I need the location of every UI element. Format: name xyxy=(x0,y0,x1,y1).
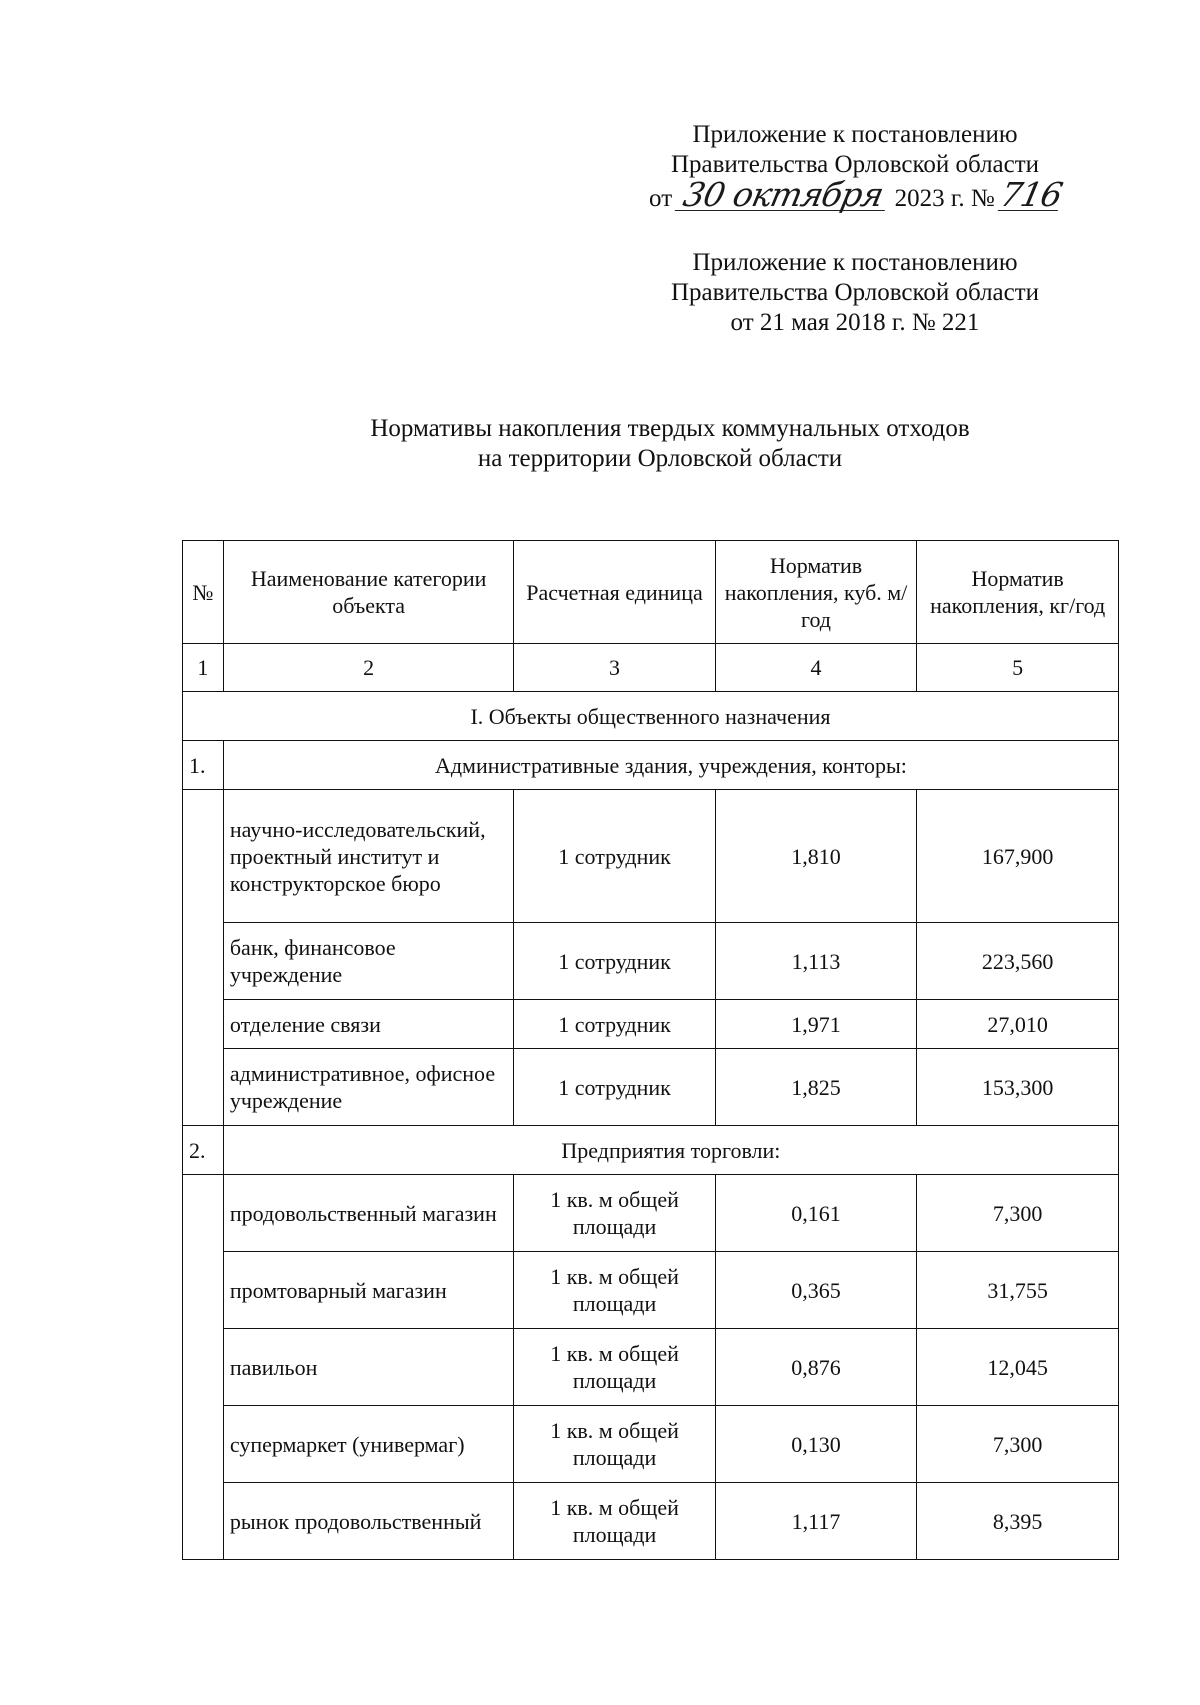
row-unit: 1 кв. м общей площади xyxy=(514,1483,715,1560)
group-row-1 xyxy=(183,741,1119,790)
document-title xyxy=(300,414,1040,474)
row-name: банк, финансовое учреждение xyxy=(223,923,514,1000)
group-title: Административные здания, учреждения, конторы: xyxy=(223,741,1118,790)
row-unit: 1 сотрудник xyxy=(514,790,715,923)
row-unit: 1 сотрудник xyxy=(514,923,715,1000)
appendix-current xyxy=(600,120,1110,214)
handwritten-date: 30 октября xyxy=(675,180,892,211)
row-volume: 1,117 xyxy=(715,1483,917,1560)
section-title: I. Объекты общественного назначения xyxy=(183,692,1119,741)
row-name: павильон xyxy=(223,1329,514,1406)
header-no: № xyxy=(183,541,224,644)
column-number: 5 xyxy=(917,644,1119,692)
header-unit: Расчетная единица xyxy=(514,541,715,644)
row-volume: 1,113 xyxy=(715,923,917,1000)
table-row xyxy=(183,1049,1119,1126)
row-name: супермаркет (универмаг) xyxy=(223,1406,514,1483)
row-mass: 12,045 xyxy=(917,1329,1119,1406)
column-number: 4 xyxy=(715,644,917,692)
row-name: научно-исследовательский, проектный институт и конструкторское бюро xyxy=(223,790,514,923)
appendix-previous xyxy=(600,248,1110,338)
norms-table xyxy=(182,540,1119,1560)
row-volume: 1,810 xyxy=(715,790,917,923)
column-number: 2 xyxy=(223,644,514,692)
table-row xyxy=(183,1252,1119,1329)
row-volume: 0,876 xyxy=(715,1329,917,1406)
row-unit: 1 сотрудник xyxy=(514,1049,715,1126)
row-mass: 8,395 xyxy=(917,1483,1119,1560)
appendix-current-year: 2023 г. xyxy=(894,185,965,212)
row-mass: 27,010 xyxy=(917,1000,1119,1049)
empty-number-cell xyxy=(183,790,224,1126)
group-number: 2. xyxy=(183,1126,224,1175)
row-mass: 153,300 xyxy=(917,1049,1119,1126)
handwritten-number: 716 xyxy=(997,175,1066,214)
group-row-2 xyxy=(183,1126,1119,1175)
table-header-row xyxy=(183,541,1119,644)
column-number: 1 xyxy=(183,644,224,692)
table-row xyxy=(183,1175,1119,1252)
group-number: 1. xyxy=(183,741,224,790)
section-row xyxy=(183,692,1119,741)
row-volume: 1,971 xyxy=(715,1000,917,1049)
row-name: административное, офисное учреждение xyxy=(223,1049,514,1126)
appendix-current-line2: Правительства Орловской области xyxy=(670,151,1040,178)
row-volume: 0,161 xyxy=(715,1175,917,1252)
row-unit: 1 кв. м общей площади xyxy=(514,1406,715,1483)
row-mass: 223,560 xyxy=(917,923,1119,1000)
column-number: 3 xyxy=(514,644,715,692)
group-title: Предприятия торговли: xyxy=(223,1126,1118,1175)
table-row xyxy=(183,1406,1119,1483)
header-mass: Норматив накопления, кг/год xyxy=(917,541,1119,644)
row-unit: 1 кв. м общей площади xyxy=(514,1329,715,1406)
header-name: Наименование категории объекта xyxy=(223,541,514,644)
table-row xyxy=(183,1329,1119,1406)
table-row xyxy=(183,1483,1119,1560)
row-mass: 7,300 xyxy=(917,1175,1119,1252)
row-name: промтоварный магазин xyxy=(223,1252,514,1329)
appendix-previous-line2: Правительства Орловской области xyxy=(670,279,1040,306)
empty-number-cell xyxy=(183,1175,224,1560)
appendix-current-line3 xyxy=(600,175,1110,214)
appendix-current-prefix: от xyxy=(649,185,673,212)
row-mass: 167,900 xyxy=(917,790,1119,923)
row-name: рынок продовольственный xyxy=(223,1483,514,1560)
row-unit: 1 кв. м общей площади xyxy=(514,1252,715,1329)
row-unit: 1 кв. м общей площади xyxy=(514,1175,715,1252)
appendix-previous-line3: от 21 мая 2018 г. № 221 xyxy=(730,309,980,336)
document-title-line1: Нормативы накопления твердых коммунальных отходов xyxy=(370,415,970,442)
table-row xyxy=(183,923,1119,1000)
row-volume: 1,825 xyxy=(715,1049,917,1126)
number-sign: № xyxy=(970,185,995,212)
row-name: продовольственный магазин xyxy=(223,1175,514,1252)
row-unit: 1 сотрудник xyxy=(514,1000,715,1049)
row-volume: 0,365 xyxy=(715,1252,917,1329)
document-title-line2: на территории Орловской области xyxy=(477,445,843,472)
appendix-previous-line1: Приложение к постановлению xyxy=(692,249,1018,276)
table-row xyxy=(183,790,1119,923)
row-mass: 7,300 xyxy=(917,1406,1119,1483)
table-row xyxy=(183,1000,1119,1049)
appendix-current-line1: Приложение к постановлению xyxy=(692,121,1018,148)
row-mass: 31,755 xyxy=(917,1252,1119,1329)
header-volume: Норматив накопления, куб. м/год xyxy=(715,541,917,644)
column-number-row xyxy=(183,644,1119,692)
row-name: отделение связи xyxy=(223,1000,514,1049)
row-volume: 0,130 xyxy=(715,1406,917,1483)
